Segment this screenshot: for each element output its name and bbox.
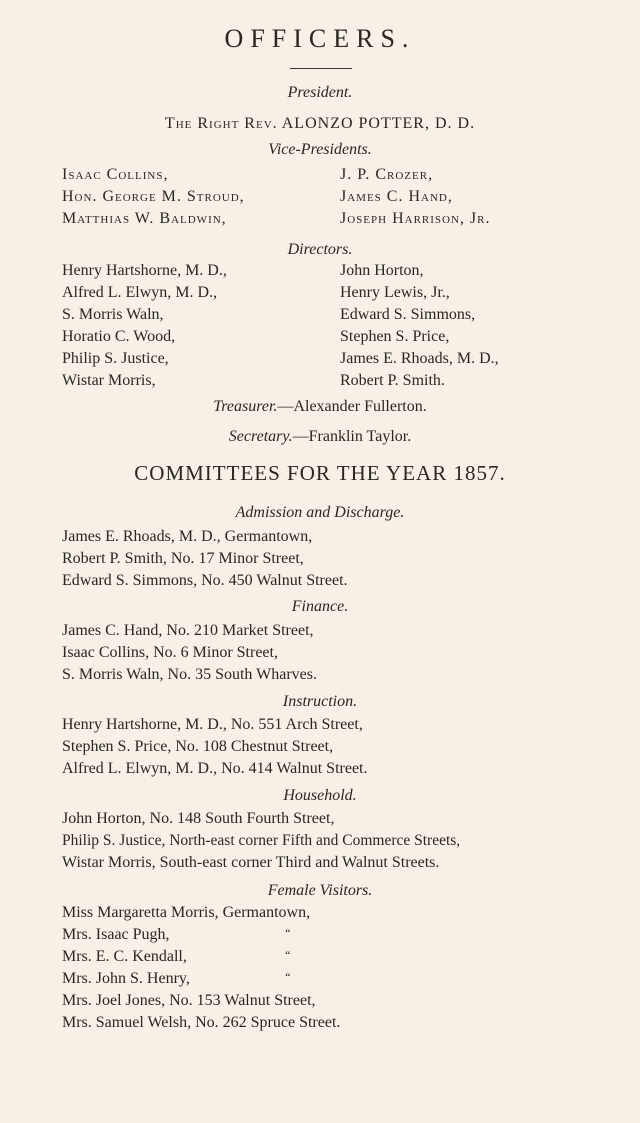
committee-admission-member-2: Robert P. Smith, No. 17 Minor Street, (62, 550, 304, 567)
treasurer-name: —Alexander Fullerton. (277, 398, 427, 415)
treasurer-line (0, 398, 640, 416)
director-right-1: John Horton, (340, 262, 424, 279)
director-right-2: Henry Lewis, Jr., (340, 284, 450, 301)
committee-female-visitors-member-3: Mrs. E. C. Kendall, (62, 948, 187, 965)
director-left-1: Henry Hartshorne, M. D., (62, 262, 227, 279)
secretary-name: —Franklin Taylor. (292, 428, 412, 445)
ditto-mark-3: “ (284, 970, 291, 984)
committee-female-visitors-member-1: Miss Margaretta Morris, Germantown, (62, 904, 311, 921)
director-right-6: Robert P. Smith. (340, 372, 445, 389)
secretary-label: Secretary. (228, 428, 293, 445)
secretary-line (0, 428, 640, 446)
committee-female-visitors-member-4: Mrs. John S. Henry, (62, 970, 190, 987)
committee-household-label: Household. (283, 787, 357, 804)
director-left-6: Wistar Morris, (62, 372, 156, 389)
committee-admission-label: Admission and Discharge. (235, 504, 405, 521)
committee-female-visitors-label: Female Visitors. (267, 882, 373, 899)
vice-president-right-3: Joseph Harrison, Jr. (340, 210, 491, 227)
president-label: President. (287, 84, 353, 101)
committee-instruction-member-2: Stephen S. Price, No. 108 Chestnut Street, (62, 738, 334, 755)
title-divider (290, 68, 352, 69)
vice-president-left-1: Isaac Collins, (62, 166, 169, 183)
ditto-mark-1: “ (284, 926, 291, 940)
director-right-5: James E. Rhoads, M. D., (340, 350, 499, 367)
directors-label: Directors. (287, 241, 353, 258)
committee-admission-member-3: Edward S. Simmons, No. 450 Walnut Street. (62, 572, 348, 589)
director-left-2: Alfred L. Elwyn, M. D., (62, 284, 218, 301)
committee-finance-member-2: Isaac Collins, No. 6 Minor Street, (62, 644, 278, 661)
committees-title: COMMITTEES FOR THE YEAR 1857. (134, 461, 506, 485)
committee-admission-member-1: James E. Rhoads, M. D., Germantown, (62, 528, 313, 545)
president-name-text: The Right Rev. ALONZO POTTER, D. D. (164, 115, 476, 132)
vice-president-right-1: J. P. Crozer, (340, 166, 434, 183)
committee-household-member-1: John Horton, No. 148 South Fourth Street, (62, 810, 335, 827)
committee-female-visitors-member-2: Mrs. Isaac Pugh, (62, 926, 170, 943)
treasurer-label: Treasurer. (213, 398, 278, 415)
committee-female-visitors-member-5: Mrs. Joel Jones, No. 153 Walnut Street, (62, 992, 316, 1009)
director-right-4: Stephen S. Price, (340, 328, 450, 345)
committee-female-visitors-member-6: Mrs. Samuel Welsh, No. 262 Spruce Street. (62, 1014, 341, 1031)
vice-president-left-3: Matthias W. Baldwin, (62, 210, 227, 227)
page-title: OFFICERS. (224, 24, 416, 53)
vice-presidents-label: Vice-Presidents. (268, 141, 372, 158)
director-left-5: Philip S. Justice, (62, 350, 169, 367)
committee-finance-label: Finance. (291, 598, 349, 615)
committee-instruction-member-3: Alfred L. Elwyn, M. D., No. 414 Walnut Street. (62, 760, 368, 777)
ditto-mark-2: “ (284, 948, 291, 962)
committee-finance-member-3: S. Morris Waln, No. 35 South Wharves. (62, 666, 317, 683)
committee-household-member-3: Wistar Morris, South-east corner Third and Walnut Streets. (62, 854, 440, 871)
committee-household-member-2: Philip S. Justice, North-east corner Fifth and Commerce Streets, (62, 832, 461, 849)
committee-instruction-member-1: Henry Hartshorne, M. D., No. 551 Arch Street, (62, 716, 363, 733)
director-left-3: S. Morris Waln, (62, 306, 164, 323)
committee-finance-member-1: James C. Hand, No. 210 Market Street, (62, 622, 314, 639)
director-right-3: Edward S. Simmons, (340, 306, 476, 323)
director-left-4: Horatio C. Wood, (62, 328, 176, 345)
president-name (0, 115, 640, 133)
committee-instruction-label: Instruction. (282, 693, 358, 710)
vice-president-left-2: Hon. George M. Stroud, (62, 188, 245, 205)
vice-president-right-2: James C. Hand, (340, 188, 453, 205)
